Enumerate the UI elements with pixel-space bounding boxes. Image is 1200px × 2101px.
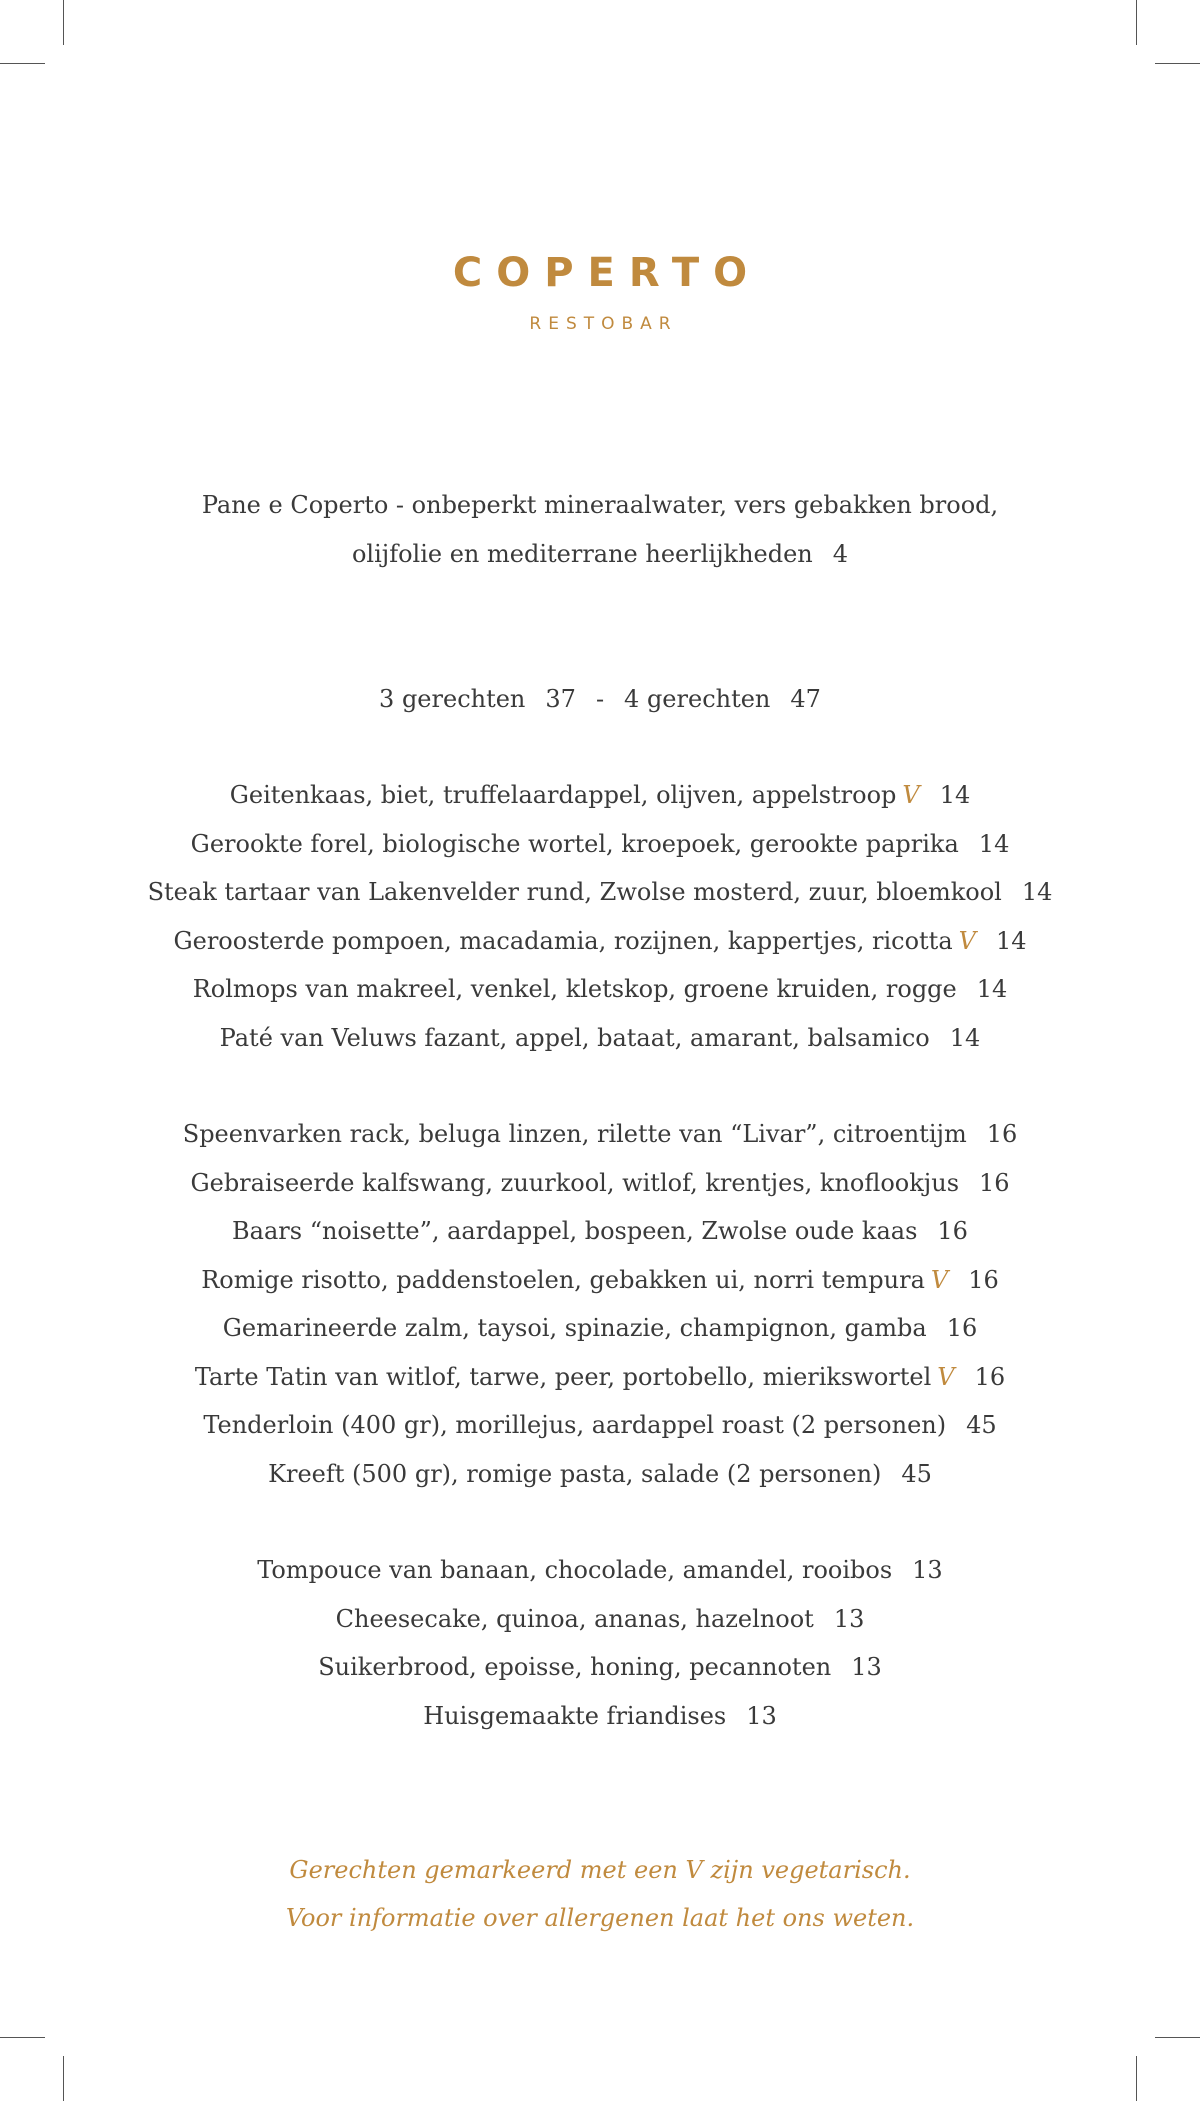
vegetarian-marker: V	[937, 1362, 955, 1391]
menu-item-price: 16	[946, 1314, 978, 1342]
menu-item	[0, 1014, 1200, 1063]
menu-item-name: Huisgemaakte friandises	[423, 1701, 727, 1730]
menu-item-price: 16	[974, 1362, 1006, 1391]
menu-item-price: 14	[939, 781, 971, 809]
menu-item-name: Kreeft (500 gr), romige pasta, salade (2 personen)	[268, 1459, 882, 1488]
menu-item	[0, 1401, 1200, 1450]
menu-header	[0, 245, 1200, 335]
menu-item	[0, 965, 1200, 1014]
menu-item-price: 13	[833, 1604, 865, 1633]
menu-item	[0, 1110, 1200, 1159]
vegetarian-marker: V	[958, 926, 976, 955]
crop-mark-bottom-right-horizontal	[1155, 2037, 1200, 2038]
menu-item-name: Rolmops van makreel, venkel, kletskop, groene kruiden, rogge	[192, 975, 957, 1003]
menu-item-price: 16	[968, 1265, 999, 1294]
menu-item-price: 16	[937, 1217, 968, 1245]
menu-item	[0, 1450, 1200, 1499]
menu-item-name: Steak tartaar van Lakenvelder rund, Zwolse mosterd, zuur, bloemkool	[147, 878, 1002, 906]
menu-item-name: Baars “noisette”, aardappel, bospeen, Zwolse oude kaas	[232, 1217, 918, 1245]
menu-item	[0, 1304, 1200, 1353]
option-separator: -	[595, 685, 605, 713]
desserts-list	[0, 1546, 1200, 1740]
footer-note	[0, 1846, 1200, 1942]
crop-mark-top-left-horizontal	[0, 63, 45, 64]
menu-item-price: 14	[949, 1023, 981, 1052]
footer-line-2: Voor informatie over allergenen laat het ons weten.	[285, 1904, 915, 1932]
menu-item-price: 13	[851, 1653, 882, 1681]
footer-line-1: Gerechten gemarkeerd met een V zijn vegetarisch.	[289, 1856, 911, 1884]
menu-item	[0, 917, 1200, 966]
starters-list	[0, 771, 1200, 1062]
menu-item	[0, 1595, 1200, 1644]
menu-item	[0, 1546, 1200, 1595]
crop-mark-top-right-vertical	[1136, 0, 1137, 45]
menu-item-name: Gebraiseerde kalfswang, zuurkool, witlof, krentjes, knoflookjus	[190, 1168, 960, 1197]
menu-item-name: Suikerbrood, epoisse, honing, pecannoten	[318, 1653, 832, 1681]
menu-item-price: 14	[976, 975, 1008, 1003]
menu-item-price: 14	[978, 829, 1010, 858]
menu-item	[0, 771, 1200, 820]
menu-item-price: 45	[901, 1459, 932, 1488]
menu-item	[0, 820, 1200, 869]
mains-list	[0, 1110, 1200, 1498]
crop-mark-top-right-horizontal	[1155, 63, 1200, 64]
menu-item-name: Tenderloin (400 gr), morillejus, aardappel roast (2 personen)	[203, 1411, 947, 1439]
crop-mark-bottom-right-vertical	[1136, 2056, 1137, 2101]
crop-mark-bottom-left-vertical	[63, 2056, 64, 2101]
menu-item-price: 13	[912, 1556, 943, 1584]
brand-subtitle: RESTOBAR	[529, 314, 678, 334]
menu-options-line	[0, 675, 1200, 724]
option-3-label: 3 gerechten	[379, 685, 526, 713]
menu-item	[0, 1256, 1200, 1305]
menu-item	[0, 1692, 1200, 1741]
menu-item-name: Gemarineerde zalm, taysoi, spinazie, champignon, gamba	[222, 1314, 927, 1342]
option-4-price: 47	[790, 685, 821, 713]
intro-block	[0, 481, 1200, 578]
option-4-label: 4 gerechten	[624, 685, 771, 713]
menu-item	[0, 868, 1200, 917]
intro-price: 4	[832, 539, 849, 568]
menu-item	[0, 1159, 1200, 1208]
menu-item-price: 45	[966, 1411, 997, 1439]
menu-item-name: Speenvarken rack, beluga linzen, rilette van “Livar”, citroentijm	[182, 1120, 967, 1148]
option-3-price: 37	[545, 685, 576, 713]
crop-mark-top-left-vertical	[63, 0, 64, 45]
menu-item	[0, 1643, 1200, 1692]
menu-item-name: Romige risotto, paddenstoelen, gebakken ui, norri tempura	[201, 1265, 925, 1294]
crop-mark-bottom-left-horizontal	[0, 2037, 45, 2038]
menu-item	[0, 1207, 1200, 1256]
menu-item-name: Tarte Tatin van witlof, tarwe, peer, portobello, mierikswortel	[194, 1362, 932, 1391]
menu-options	[0, 675, 1200, 724]
menu-item	[0, 1353, 1200, 1402]
menu-item-name: Tompouce van banaan, chocolade, amandel, rooibos	[257, 1556, 893, 1584]
menu-item-name: Gerookte forel, biologische wortel, kroepoek, gerookte paprika	[190, 829, 959, 858]
vegetarian-marker: V	[930, 1265, 949, 1294]
brand-name: COPERTO	[452, 250, 762, 296]
intro-line-2-text: olijfolie en mediterrane heerlijkheden	[351, 539, 813, 568]
menu-item-name: Paté van Veluws fazant, appel, bataat, amarant, balsamico	[219, 1023, 930, 1052]
menu-item-name: Geitenkaas, biet, truffelaardappel, olijven, appelstroop	[229, 781, 897, 809]
intro-line-2	[0, 530, 1200, 579]
menu-item-price: 14	[1021, 878, 1053, 906]
menu-item-price: 16	[986, 1120, 1018, 1148]
vegetarian-marker: V	[902, 781, 920, 809]
menu-item-price: 13	[746, 1701, 777, 1730]
menu-item-name: Geroosterde pompoen, macadamia, rozijnen, kappertjes, ricotta	[173, 926, 953, 955]
menu-item-price: 16	[979, 1168, 1010, 1197]
intro-line-1: Pane e Coperto - onbeperkt mineraalwater, vers gebakken brood,	[201, 491, 999, 519]
menu-item-name: Cheesecake, quinoa, ananas, hazelnoot	[335, 1604, 814, 1633]
menu-item-price: 14	[995, 926, 1027, 955]
